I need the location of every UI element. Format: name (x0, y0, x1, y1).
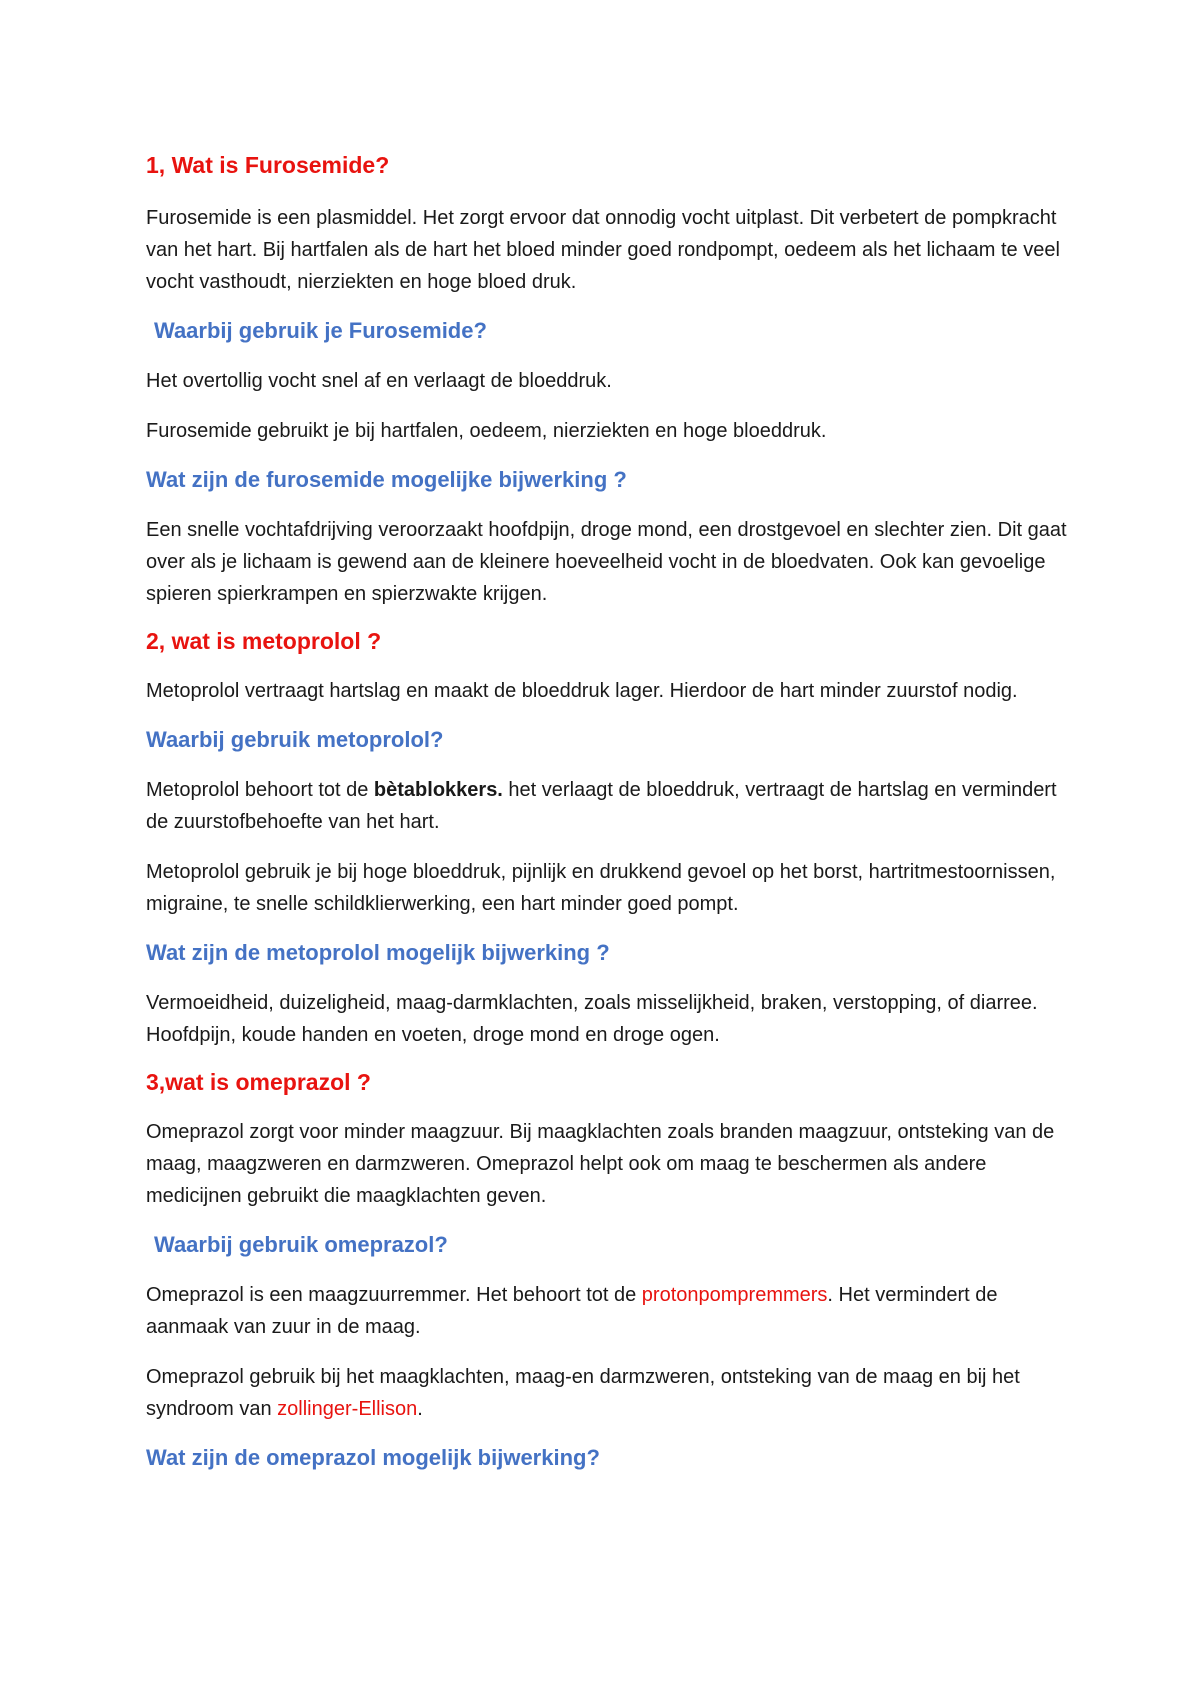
heading-omeprazol-usage: Waarbij gebruik omeprazol? (154, 1232, 448, 1257)
heading-furosemide-side-effects: Wat zijn de furosemide mogelijke bijwerking ? (146, 467, 627, 492)
paragraph-omeprazol-intro: Omeprazol zorgt voor minder maagzuur. Bij maagklachten zoals branden maagzuur, ontsteking van de maag, maagzweren en darmzweren. Omeprazol helpt ook om maag te beschermen als andere medicijnen gebruikt die maagklachten geven. (146, 1121, 1055, 1207)
heading-omeprazol: 3,wat is omeprazol ? (146, 1069, 371, 1095)
paragraph-omeprazol-class (146, 1279, 1076, 1343)
heading-metoprolol-side-effects: Wat zijn de metoprolol mogelijk bijwerking ? (146, 940, 610, 965)
paragraph-furosemide-effect: Het overtollig vocht snel af en verlaagt de bloeddruk. (146, 370, 612, 392)
text-segment: Metoprolol behoort tot de (146, 779, 374, 801)
paragraph-metoprolol-intro: Metoprolol vertraagt hartslag en maakt de bloeddruk lager. Hierdoor de hart minder zuurstof nodig. (146, 680, 1018, 702)
text-segment: het verlaagt de bloeddruk, vertraagt de hartslag en vermindert de zuurstofbehoefte van het hart. (146, 779, 1057, 833)
heading-metoprolol-usage: Waarbij gebruik metoprolol? (146, 727, 444, 752)
heading-omeprazol-side-effects: Wat zijn de omeprazol mogelijk bijwerking? (146, 1445, 600, 1470)
paragraph-furosemide-usage: Furosemide gebruikt je bij hartfalen, oedeem, nierziekten en hoge bloeddruk. (146, 420, 827, 442)
paragraph-metoprolol-class (146, 774, 1076, 838)
paragraph-omeprazol-usage (146, 1361, 1076, 1425)
heading-furosemide-usage: Waarbij gebruik je Furosemide? (154, 318, 487, 343)
heading-furosemide: 1, Wat is Furosemide? (146, 152, 390, 178)
red-term-zollinger-ellison: zollinger-Ellison (277, 1398, 418, 1420)
heading-metoprolol: 2, wat is metoprolol ? (146, 628, 382, 654)
text-segment: . Het vermindert de aanmaak van zuur in de maag. (146, 1284, 998, 1338)
document-body (146, 150, 1076, 1473)
text-segment: Omeprazol is een maagzuurremmer. Het behoort tot de (146, 1284, 642, 1306)
text-segment: . (417, 1398, 423, 1420)
paragraph-furosemide-side-effects: Een snelle vochtafdrijving veroorzaakt hoofdpijn, droge mond, een drostgevoel en slechter zien. Dit gaat over als je lichaam is gewend aan de kleinere hoeveelheid vocht in de bloedvaten. Ook kan gevoelige spieren spierkrampen en spierzwakte krijgen. (146, 519, 1067, 605)
bold-term-betablokkers: bètablokkers. (373, 779, 503, 801)
red-term-protonpompremmers: protonpompremmers (641, 1284, 828, 1306)
paragraph-metoprolol-side-effects: Vermoeidheid, duizeligheid, maag-darmklachten, zoals misselijkheid, braken, verstopping, of diarree. Hoofdpijn, koude handen en voeten, droge mond en droge ogen. (146, 992, 1038, 1046)
paragraph-furosemide-intro: Furosemide is een plasmiddel. Het zorgt ervoor dat onnodig vocht uitplast. Dit verbetert de pompkracht van het hart. Bij hartfalen als de hart het bloed minder goed rondpompt, oedeem als het lichaam te veel vocht vasthoudt, nierziekten en hoge bloed druk. (146, 207, 1060, 293)
text-segment: Omeprazol gebruik bij het maagklachten, maag-en darmzweren, ontsteking van de maag en bij het syndroom van (146, 1366, 1020, 1420)
paragraph-metoprolol-usage: Metoprolol gebruik je bij hoge bloeddruk, pijnlijk en drukkend gevoel op het borst, hartritmestoornissen, migraine, te snelle schildklierwerking, een hart minder goed pompt. (146, 861, 1056, 915)
